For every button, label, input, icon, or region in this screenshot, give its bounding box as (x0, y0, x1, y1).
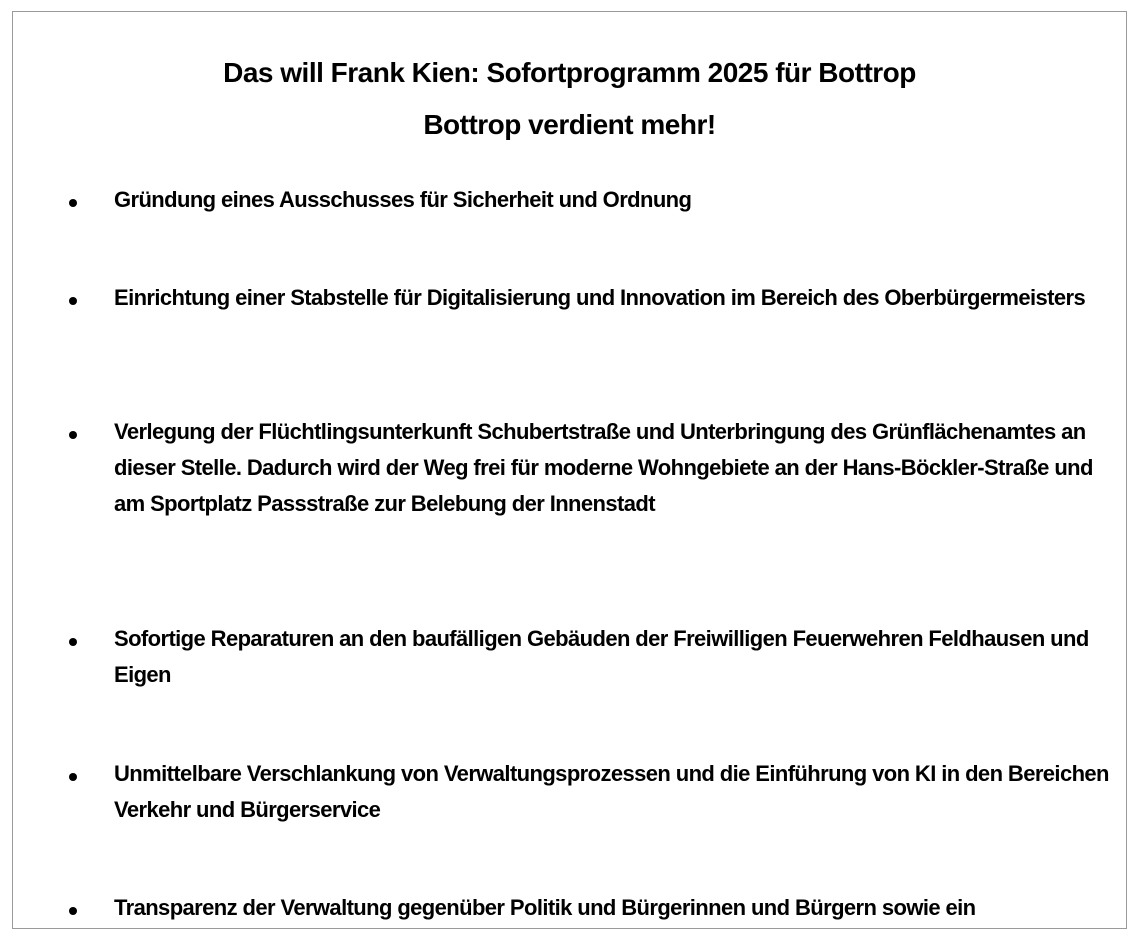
list-item-text: Unmittelbare Verschlankung von Verwaltungsprozessen und die Einführung von KI in den Bereichen Verkehr und Bürgerservice (114, 761, 1109, 822)
document-title: Das will Frank Kien: Sofortprogramm 2025 für Bottrop (223, 57, 916, 88)
document-page (12, 11, 1127, 929)
bullet-icon (69, 638, 77, 646)
list-item-text: Verlegung der Flüchtlingsunterkunft Schubertstraße und Unterbringung des Grünflächenamtes an dieser Stelle. Dadurch wird der Weg frei für moderne Wohngebiete an der Hans-Böckler-Straße und am Sportplatz Passstraße zur Belebung der Innenstadt (114, 419, 1093, 516)
program-list (13, 12, 1126, 928)
bullet-icon (69, 297, 77, 305)
bullet-icon (69, 907, 77, 915)
bullet-icon (69, 199, 77, 207)
list-item-text: Sofortige Reparaturen an den baufälligen Gebäuden der Freiwilligen Feuerwehren Feldhausen und Eigen (114, 626, 1089, 687)
bullet-icon (69, 773, 77, 781)
document-subtitle: Bottrop verdient mehr! (423, 109, 716, 140)
list-item-text: Einrichtung einer Stabstelle für Digitalisierung und Innovation im Bereich des Oberbürgermeisters (114, 285, 1086, 310)
bullet-icon (69, 431, 77, 439)
list-item-text: Gründung eines Ausschusses für Sicherheit und Ordnung (114, 187, 692, 212)
list-item-text: Transparenz der Verwaltung gegenüber Politik und Bürgerinnen und Bürgern sowie ein (114, 895, 976, 920)
